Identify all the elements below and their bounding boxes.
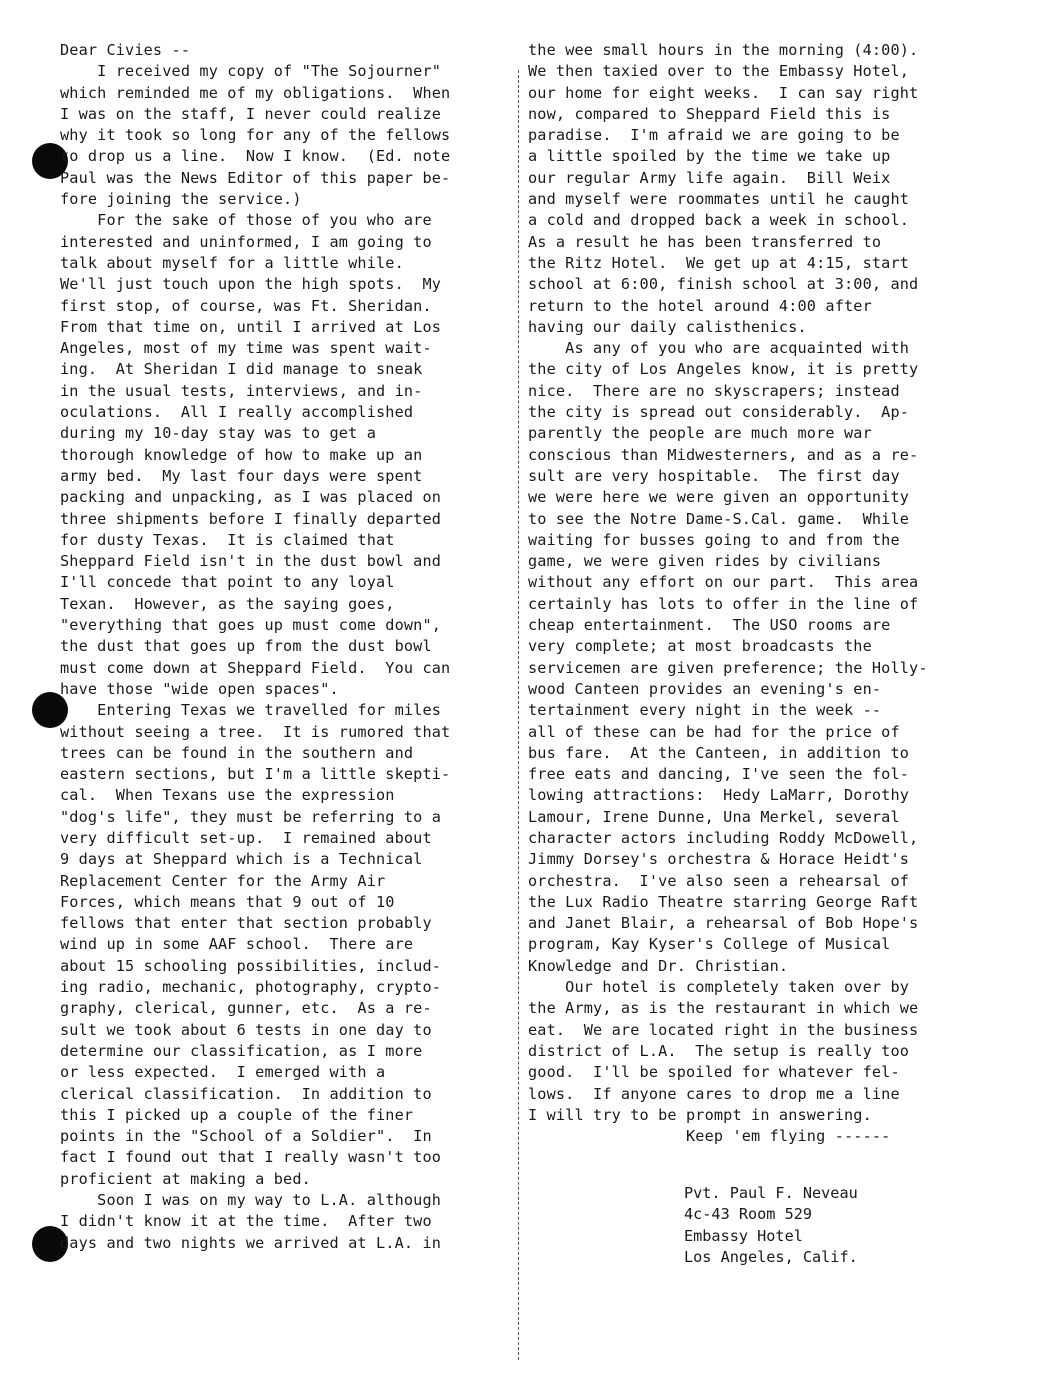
signature-block: Pvt. Paul F. Neveau 4c-43 Room 529 Embassy Hotel Los Angeles, Calif. xyxy=(684,1184,858,1266)
left-column-text: Dear Civies -- I received my copy of "The Sojourner" which reminded me of my obligations. When I was on the staff, I never could realize why it took so long for any of the fellows to drop us a line. Now I know. (Ed. note Paul was the News Editor of this paper be- fore joining the service.) For the sake of those of you who are interested and uninformed, I am going to talk about myself for a little while. We'll just touch upon the high spots. My first stop, of course, was Ft. Sheridan. From that time on, until I arrived at Los Angeles, most of my time was spent wait- ing. At Sheridan I did manage to sneak in the usual tests, interviews, and in- oculations. All I really accomplished during my 10-day stay was to get a thorough knowledge of how to make up an army bed. My last four days were spent packing and unpacking, as I was placed on three shipments before I finally departed for dusty Texas. It is claimed that Sheppard Field isn't in the dust bowl and I'll concede that point to any loyal Texan. However, as the saying goes, "everything that goes up must come down", the dust that goes up from the dust bowl must come down at Sheppard Field. You can have those "wide open spaces". Entering Texas we travelled for miles without seeing a tree. It is rumored that trees can be found in the southern and eastern sections, but I'm a little skepti- cal. When Texans use the expression "dog's life", they must be referring to a very difficult set-up. I remained about 9 days at Sheppard which is a Technical Replacement Center for the Army Air Forces, which means that 9 out of 10 fellows that enter that section probably wind up in some AAF school. There are about 15 schooling possibilities, includ- ing radio, mechanic, photography, crypto- graphy, clerical, gunner, etc. As a re- sult we took about 6 tests in one day to determine our classification, as I more or less expected. I emerged with a clerical classification. In addition to this I picked up a couple of the finer points in the "School of a Soldier". In fact I found out that I really wasn't too proficient at making a bed. Soon I was on my way to L.A. although I didn't know it at the time. After two days and two nights we arrived at L.A. in xyxy=(60,41,451,1252)
column-divider xyxy=(518,70,519,1360)
right-column-text: the wee small hours in the morning (4:00). We then taxied over to the Embassy Hotel, our home for eight weeks. I can say right now, compared to Sheppard Field this is paradise. I'm afraid we are going to be a little spoiled by the time we take up our regular Army life again. Bill Weix and myself were roommates until he caught a cold and dropped back a week in school. As a result he has been transferred to the Ritz Hotel. We get up at 4:15, start school at 6:00, finish school at 3:00, and return to the hotel around 4:00 after having our daily calisthenics. As any of you who are acquainted with the city of Los Angeles know, it is pretty nice. There are no skyscrapers; instead the city is spread out considerably. Ap- parently the people are much more war conscious than Midwesterners, and as a re- sult are very hospitable. The first day we were here we were given an opportunity to see the Notre Dame-S.Cal. game. While waiting for busses going to and from the game, we were given rides by civilians without any effort on our part. This area certainly has lots to offer in the line of cheap entertainment. The USO rooms are very complete; at most broadcasts the servicemen are given preference; the Holly- wood Canteen provides an evening's en- tertainment every night in the week -- all of these can be had for the price of bus fare. At the Canteen, in addition to free eats and dancing, I've seen the fol- lowing attractions: Hedy LaMarr, Dorothy Lamour, Irene Dunne, Una Merkel, several character actors including Roddy McDowell, Jimmy Dorsey's orchestra & Horace Heidt's orchestra. I've also seen a rehearsal of the Lux Radio Theatre starring George Raft and Janet Blair, a rehearsal of Bob Hope's program, Kay Kyser's College of Musical Knowledge and Dr. Christian. Our hotel is completely taken over by the Army, as is the restaurant in which we eat. We are located right in the business district of L.A. The setup is really too good. I'll be spoiled for whatever fel- lows. If anyone cares to drop me a line I will try to be prompt in answering. Keep 'em flying ------ xyxy=(528,41,928,1146)
